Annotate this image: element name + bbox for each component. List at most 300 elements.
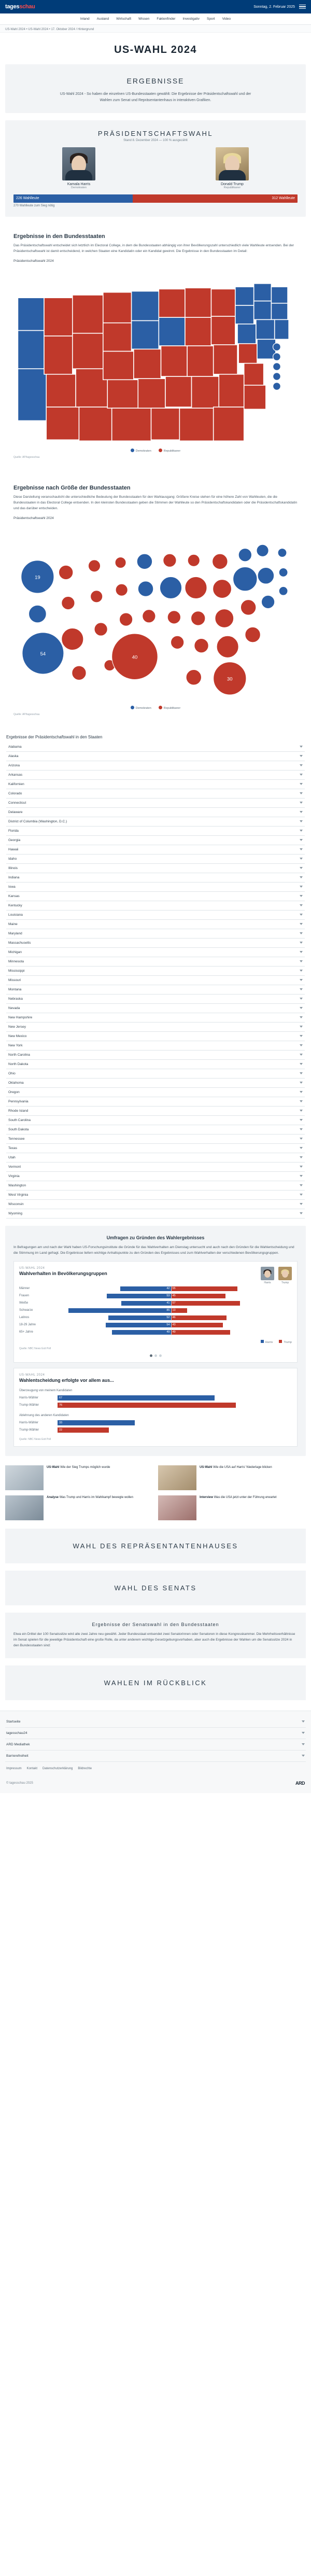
teaser-thumb-c[interactable] xyxy=(5,1495,44,1520)
state-accordion-item[interactable] xyxy=(6,808,305,817)
footer-link[interactable]: Kontakt xyxy=(26,1767,38,1770)
state-accordion-item[interactable] xyxy=(6,1172,305,1181)
chevron-down-icon[interactable] xyxy=(300,914,303,916)
chevron-down-icon[interactable] xyxy=(300,1194,303,1196)
state-accordion-label: Tennessee xyxy=(8,1137,25,1141)
candidate-harris xyxy=(13,147,144,189)
state-accordion-item[interactable] xyxy=(6,892,305,901)
state-accordion-label: Arkansas xyxy=(8,773,23,777)
chart1-trump-bar: 46 xyxy=(172,1315,227,1320)
state-accordion-label: West Virginia xyxy=(8,1193,29,1197)
chevron-down-icon[interactable] xyxy=(300,895,303,897)
state-accordion-label: Massachusetts xyxy=(8,941,31,945)
map-electoral-legend xyxy=(13,445,298,453)
copyright: © tagesschau 2025 xyxy=(6,1781,33,1785)
chart1-title: Wahlverhalten in Bevölkerungsgruppen xyxy=(19,1270,107,1276)
state-accordion-item[interactable] xyxy=(6,1097,305,1107)
state-accordion-item[interactable] xyxy=(6,1088,305,1097)
chevron-down-icon[interactable] xyxy=(300,942,303,944)
trump-party: Republikaner xyxy=(223,186,241,189)
state-accordion-item[interactable] xyxy=(6,761,305,771)
chart2-bar-row xyxy=(19,1395,292,1401)
state-accordion-label: Florida xyxy=(8,829,19,833)
hamburger-icon[interactable] xyxy=(299,5,306,9)
chart1-group-row xyxy=(19,1329,292,1335)
map-size-desc: Diese Darstellung veranschaulicht die unterschiedliche Bedeutung der Bundesstaaten für den Wahlausgang: Größere Kreise stehen für eine höhere Zahl von Wahlleuten, die die Bundesstaaten in das Electoral College entsenden. In den kleinsten Bundesstaaten geben die Stimmen der Wahlleute so den Präsidentschaftskandidaten oder die Präsidentschaftskandidatin und das darüber entscheiden. xyxy=(13,495,298,510)
chart1-harris-bar: 53 xyxy=(107,1294,171,1298)
map-electoral-title: Ergebnisse in den Bundesstaaten xyxy=(13,233,105,240)
state-accordion-item[interactable] xyxy=(6,817,305,827)
state-accordion-label: Indiana xyxy=(8,875,20,879)
nav-item-sport[interactable]: Sport xyxy=(207,17,215,21)
chart1-group-row xyxy=(19,1286,292,1292)
footer-section-label: Startseite xyxy=(6,1719,21,1724)
state-accordion-item[interactable] xyxy=(6,1200,305,1209)
chevron-down-icon[interactable] xyxy=(300,1128,303,1130)
chart2-subtitle-1: Überzeugung von meinem Kandidaten xyxy=(19,1389,73,1392)
footer-section-item[interactable] xyxy=(5,1739,306,1751)
state-accordion-item[interactable] xyxy=(6,1060,305,1069)
state-accordion-label: Ohio xyxy=(8,1071,16,1075)
teaser-text: Wie der Sieg Trumps möglich wurde xyxy=(60,1465,110,1469)
state-accordion-label: Missouri xyxy=(8,978,21,982)
chart1-group-label: 18-29 Jahre xyxy=(19,1323,36,1327)
state-accordion-label: Colorado xyxy=(8,791,22,795)
state-accordion-item[interactable] xyxy=(6,1023,305,1032)
state-accordion-item[interactable] xyxy=(6,873,305,883)
chart2-title: Wahlentscheidung erfolgte vor allem aus... xyxy=(19,1377,114,1383)
state-accordion-label: Illinois xyxy=(8,866,18,870)
chart1-harris-bar: 41 xyxy=(121,1301,171,1306)
state-accordion-label: Wisconsin xyxy=(8,1202,24,1206)
state-accordion-item[interactable] xyxy=(6,780,305,789)
state-accordion-item[interactable] xyxy=(6,948,305,957)
us-map-bubble-svg[interactable] xyxy=(13,522,298,703)
chevron-down-icon[interactable] xyxy=(300,1156,303,1158)
chevron-down-icon[interactable] xyxy=(300,1072,303,1074)
chart1-harris-bar: 49 xyxy=(112,1330,171,1335)
harris-party: Demokraten xyxy=(71,186,87,189)
state-accordion-label: Pennsylvania xyxy=(8,1099,29,1103)
chart2-bar-label: Trump-Wähler xyxy=(19,1428,39,1432)
house-section-heading: WAHL DES REPRÄSENTANTENHAUSES xyxy=(5,1529,306,1563)
chevron-down-icon[interactable] xyxy=(300,1138,303,1140)
state-accordion-label: Oregon xyxy=(8,1090,20,1094)
teaser-prefix: Analyse xyxy=(47,1495,59,1499)
chevron-down-icon[interactable] xyxy=(300,1091,303,1093)
trump-name: Donald Trump xyxy=(220,182,244,186)
state-accordion-label: South Dakota xyxy=(8,1127,29,1131)
chevron-down-icon[interactable] xyxy=(300,802,303,804)
chevron-down-icon[interactable] xyxy=(300,951,303,953)
main-nav[interactable] xyxy=(0,13,311,25)
map-size-title: Ergebnisse nach Größe der Bundesstaaten xyxy=(13,484,131,491)
teaser-item[interactable] xyxy=(158,1495,306,1520)
chart1-harris-bar: 54 xyxy=(106,1323,171,1327)
state-accordion-label: Nevada xyxy=(8,1006,20,1010)
map-electoral-label: Präsidentschaftswahl 2024 xyxy=(13,259,54,263)
us-map-svg[interactable] xyxy=(13,265,298,445)
state-accordion-item[interactable] xyxy=(6,967,305,976)
chevron-down-icon[interactable] xyxy=(302,1743,305,1745)
senate-states-text: Etwa ein Drittel der 100 Senatssitze wird alle zwei Jahre neu gewählt. Jeder Bundesstaat entsendet zwei Senatorinnen oder Senatoren in diese Kongresskammer. Die Mehrheitsverhältnisse im Senat spielen für die jeweilige Präsidentschaft eine große Rolle, da unter anderem wichtige Gesetzgebungsvorhaben, aber auch die Ergebnisse der Wahlen um die Senatssitze 2024 in den Bundesstaaten sind: xyxy=(13,1632,295,1648)
state-accordion-item[interactable] xyxy=(6,827,305,836)
map-size-legend xyxy=(13,703,298,710)
state-accordion-label: Kentucky xyxy=(8,903,22,907)
chevron-down-icon[interactable] xyxy=(300,1063,303,1065)
chart1-group-row xyxy=(19,1293,292,1299)
state-accordion-label: Iowa xyxy=(8,885,16,889)
electoral-dem: 226 Wahlleute xyxy=(13,194,133,203)
chart2-source: Quelle: NBC News Exit Poll xyxy=(19,1437,51,1441)
state-accordion-item[interactable] xyxy=(6,939,305,948)
presidential-subtitle: Stand 8. Dezember 2024 — 100 % ausgezählt xyxy=(123,138,188,142)
presidential-section xyxy=(5,120,306,217)
teaser-item[interactable] xyxy=(5,1465,153,1490)
state-accordion-label: Minnesota xyxy=(8,959,24,963)
state-accordion-label: Texas xyxy=(8,1146,17,1150)
state-accordion-item[interactable] xyxy=(6,1051,305,1060)
state-accordion-label: Montana xyxy=(8,987,22,991)
chevron-down-icon[interactable] xyxy=(300,1026,303,1028)
chart1-kicker: US-WAHL 2024 xyxy=(19,1266,45,1270)
chevron-down-icon[interactable] xyxy=(300,1100,303,1102)
results-heading: ERGEBNISSE xyxy=(126,77,185,85)
state-accordion-item[interactable] xyxy=(6,1116,305,1125)
state-accordion-label: Delaware xyxy=(8,810,23,814)
chevron-down-icon[interactable] xyxy=(300,1175,303,1177)
state-accordion-label: Utah xyxy=(8,1155,16,1159)
teaser-prefix: US-Wahl xyxy=(47,1465,60,1469)
chevron-down-icon[interactable] xyxy=(300,1212,303,1214)
state-accordion-item[interactable] xyxy=(6,743,305,752)
chevron-down-icon[interactable] xyxy=(300,988,303,990)
state-accordion-item[interactable] xyxy=(6,957,305,967)
state-accordion-label: South Carolina xyxy=(8,1118,31,1122)
svg-text:40: 40 xyxy=(132,654,138,661)
chevron-down-icon[interactable] xyxy=(300,998,303,1000)
chevron-down-icon[interactable] xyxy=(300,904,303,906)
chart2-bar-row xyxy=(19,1420,292,1425)
breadcrumb: US-Wahl 2024 • US-Wahl 2024 • 17. Oktober 2024 / Hintergrund xyxy=(0,25,311,33)
state-accordion-item[interactable] xyxy=(6,1079,305,1088)
footer-link[interactable]: Impressum xyxy=(6,1767,22,1770)
chart1-group-row xyxy=(19,1308,292,1313)
nav-item-wirtschaft[interactable]: Wirtschaft xyxy=(116,17,132,21)
chart1-trump-bar: 43 xyxy=(172,1323,223,1327)
chart1-trump-bar: 13 xyxy=(172,1308,187,1313)
chevron-down-icon[interactable] xyxy=(300,858,303,860)
state-accordion-item[interactable] xyxy=(6,911,305,920)
senate-states-title: Ergebnisse der Senatswahl in den Bundesstaaten xyxy=(92,1621,219,1627)
chart1-legend: Harris Trump xyxy=(19,1337,292,1344)
chart-bevoelkerungsgruppen xyxy=(13,1261,298,1363)
map-electoral-source: Quelle: AP/tagesschau xyxy=(13,455,40,459)
state-accordion-item[interactable] xyxy=(6,1144,305,1153)
chart2-bar-row xyxy=(19,1427,292,1433)
state-accordion-item[interactable] xyxy=(6,920,305,929)
state-accordion-item[interactable] xyxy=(6,789,305,799)
chart2-bar-row xyxy=(19,1403,292,1408)
chart1-group-label: Schwarze xyxy=(19,1309,33,1312)
footer-section-item[interactable] xyxy=(5,1728,306,1739)
page-title: US-WAHL 2024 xyxy=(114,44,197,55)
chevron-down-icon[interactable] xyxy=(300,932,303,934)
teaser-item[interactable] xyxy=(5,1495,153,1520)
state-accordion-label: New Hampshire xyxy=(8,1015,33,1019)
state-accordion-label: Kalifornien xyxy=(8,782,24,786)
tagline: Sonntag, 2. Februar 2025 xyxy=(253,5,295,9)
state-accordion-label: Georgia xyxy=(8,838,21,842)
state-accordion-item[interactable] xyxy=(6,855,305,864)
us-map-electoral[interactable] xyxy=(13,265,298,445)
chevron-down-icon[interactable] xyxy=(300,764,303,766)
state-accordion-label: New Mexico xyxy=(8,1034,27,1038)
state-accordion-item[interactable] xyxy=(6,901,305,911)
teaser-thumb-d[interactable] xyxy=(158,1495,196,1520)
state-accordion-item[interactable] xyxy=(6,1181,305,1191)
state-accordion-label: New York xyxy=(8,1043,23,1047)
state-accordion-item[interactable] xyxy=(6,995,305,1004)
results-section xyxy=(5,64,306,113)
state-accordion-label: New Jersey xyxy=(8,1025,26,1029)
state-accordion-label: District of Columbia (Washington, D.C.) xyxy=(8,819,67,823)
harris-name: Kamala Harris xyxy=(67,182,91,186)
state-accordion-label: Kansas xyxy=(8,894,20,898)
state-accordion-label: North Dakota xyxy=(8,1062,29,1066)
brand[interactable] xyxy=(5,4,35,10)
electoral-note: 270 Wahlleute zum Sieg nötig xyxy=(13,204,55,207)
brand-right: schau xyxy=(19,4,35,10)
teaser-prefix: Interview xyxy=(200,1495,214,1499)
state-accordion-label: Idaho xyxy=(8,857,17,861)
chevron-down-icon[interactable] xyxy=(300,848,303,850)
chevron-down-icon[interactable] xyxy=(300,886,303,888)
chevron-down-icon[interactable] xyxy=(300,867,303,869)
chart1-group-label: Männer xyxy=(19,1287,30,1291)
chevron-down-icon[interactable] xyxy=(300,1035,303,1037)
state-accordion-label: Vermont xyxy=(8,1165,21,1169)
nav-item-ausland[interactable]: Ausland xyxy=(96,17,109,21)
teaser-grid xyxy=(0,1463,311,1529)
chevron-down-icon[interactable] xyxy=(300,1054,303,1056)
chart2-bar-label: Harris-Wähler xyxy=(19,1421,39,1424)
chevron-down-icon[interactable] xyxy=(302,1732,305,1734)
nav-item-video[interactable]: Video xyxy=(222,17,231,21)
chevron-down-icon[interactable] xyxy=(302,1720,305,1723)
state-accordion-item[interactable] xyxy=(6,1013,305,1023)
state-accordion-label: Maryland xyxy=(8,931,22,935)
chevron-down-icon[interactable] xyxy=(302,1755,305,1757)
chart2-kicker: US-WAHL 2024 xyxy=(19,1373,45,1377)
state-accordion-item[interactable] xyxy=(6,836,305,845)
state-accordion-label: Wyoming xyxy=(8,1211,23,1215)
map-size-section xyxy=(5,475,306,725)
chevron-down-icon[interactable] xyxy=(300,783,303,785)
footer xyxy=(0,1711,311,1793)
legend-rep: Republikaner xyxy=(159,449,180,453)
state-accordion-item[interactable] xyxy=(6,1125,305,1135)
state-accordion-item[interactable] xyxy=(6,1069,305,1079)
harris-photo xyxy=(62,147,95,180)
states-accordion-title: Ergebnisse der Präsidentschaftswahl in den Staaten xyxy=(6,734,103,739)
state-accordion-item[interactable] xyxy=(6,1107,305,1116)
svg-text:30: 30 xyxy=(227,676,233,682)
chevron-down-icon[interactable] xyxy=(300,979,303,981)
chart1-group-label: Frauen xyxy=(19,1294,30,1298)
chart1-harris-bar: 85 xyxy=(68,1308,171,1313)
state-accordion-label: Alaska xyxy=(8,754,19,758)
presidential-heading: PRÄSIDENTSCHAFTSWAHL xyxy=(97,129,214,137)
topbar xyxy=(0,0,311,13)
carousel-dots[interactable] xyxy=(19,1350,292,1357)
state-accordion-label: Michigan xyxy=(8,950,22,954)
state-accordion-item[interactable] xyxy=(6,929,305,939)
brand-left: tages xyxy=(5,4,20,10)
legend-dem: Demokraten xyxy=(131,449,151,453)
states-accordion xyxy=(0,733,311,1226)
candidate-trump xyxy=(167,147,298,189)
footer-link[interactable]: Bildrechte xyxy=(78,1767,92,1770)
senate-states-section xyxy=(5,1613,306,1658)
chevron-down-icon[interactable] xyxy=(300,839,303,841)
state-accordion-label: Washington xyxy=(8,1183,26,1187)
chart2-bar: 76 xyxy=(58,1403,236,1408)
chevron-down-icon[interactable] xyxy=(300,1044,303,1046)
chevron-down-icon[interactable] xyxy=(300,774,303,776)
chart2-bar-label: Harris-Wähler xyxy=(19,1396,39,1399)
state-accordion-label: Rhode Island xyxy=(8,1109,29,1113)
state-accordion-label: Hawaii xyxy=(8,847,19,851)
chevron-down-icon[interactable] xyxy=(300,792,303,794)
chevron-down-icon[interactable] xyxy=(300,1110,303,1112)
state-accordion-item[interactable] xyxy=(6,771,305,780)
chart2-subtitle-2: Ablehnung des anderen Kandidaten xyxy=(19,1413,69,1417)
state-accordion-item[interactable] xyxy=(6,1163,305,1172)
chevron-down-icon[interactable] xyxy=(300,1082,303,1084)
svg-text:54: 54 xyxy=(40,651,46,657)
footer-section-label: tagesschau24 xyxy=(6,1731,27,1735)
footer-section-item[interactable] xyxy=(5,1716,306,1728)
svg-text:19: 19 xyxy=(35,575,40,581)
map-electoral-section xyxy=(5,224,306,468)
ard-logo: ARD xyxy=(295,1780,305,1786)
nav-item-wissen[interactable]: Wissen xyxy=(138,17,150,21)
chart1-group-row xyxy=(19,1300,292,1306)
state-accordion-item[interactable] xyxy=(6,864,305,873)
trump-photo xyxy=(216,147,249,180)
chart1-trump-bar: 57 xyxy=(172,1301,241,1306)
state-accordion-label: Nebraska xyxy=(8,997,23,1001)
state-accordion-item[interactable] xyxy=(6,1135,305,1144)
nav-item-inland[interactable]: Inland xyxy=(80,17,90,21)
chart2-bar: 33 xyxy=(58,1420,135,1425)
chart2-bar: 67 xyxy=(58,1395,215,1401)
state-accordion-label: Virginia xyxy=(8,1174,20,1178)
chevron-down-icon[interactable] xyxy=(300,1166,303,1168)
chart1-group-row xyxy=(19,1315,292,1321)
chart1-harris-avatar: Harris xyxy=(261,1267,274,1284)
map-electoral-desc: Das Präsidentschaftswahl entscheidet sich letztlich im Electoral College, in dem die Bundesstaaten abhängig von ihrer Bevölkerungszahl unterschiedlich viele Wahlleute entsenden. Bei der Präsidentschaftswahl ist damit entscheidend, in welchen Staaten eine Kandidatin oder ein Kandidat gewinnt. Die Ergebnisse in den Bundesstaaten im Detail: xyxy=(13,243,294,253)
us-map-bubble[interactable] xyxy=(13,522,298,703)
electoral-bar xyxy=(13,194,298,203)
state-accordion-item[interactable] xyxy=(6,1209,305,1219)
state-accordion-label: Louisiana xyxy=(8,913,23,917)
map-size-source: Quelle: AP/tagesschau xyxy=(13,712,40,716)
surveys-text: In Befragungen am und nach der Wahl haben US-Forschungsinstitute die Gründe für das Wahlverhalten am Dienstag untersucht und auch nach den Gründen für die Wahlentscheidung und die Stimmung im Land gefragt. Die Ergebnisse liefern wichtige Anhaltspunkte zu den Gründen des Ergebnisses und zum Wahlverhalten der verschiedenen Bevölkerungsgruppen. xyxy=(13,1245,294,1255)
teaser-text: Was die USA jetzt unter der Führung erwartet xyxy=(214,1495,277,1499)
chevron-down-icon[interactable] xyxy=(300,923,303,925)
state-accordion-item[interactable] xyxy=(6,976,305,985)
chart1-trump-avatar: Trump xyxy=(278,1267,292,1284)
chevron-down-icon[interactable] xyxy=(300,1016,303,1018)
chevron-down-icon[interactable] xyxy=(300,820,303,822)
chart2-bar-label: Trump-Wähler xyxy=(19,1403,39,1407)
chart1-harris-bar: 52 xyxy=(108,1315,171,1320)
chevron-down-icon[interactable] xyxy=(300,811,303,813)
results-text: US-Wahl 2024 - So haben die einzelnen US-Bundesstaaten gewählt: Die Ergebnisse der Präsidentschaftswahl und der Wahlen zum Senat und Repräsentantenhaus in interaktiven Grafiken. xyxy=(60,92,251,102)
nav-item-faktenfinder[interactable]: Faktenfinder xyxy=(157,17,176,21)
state-accordion-item[interactable] xyxy=(6,1032,305,1041)
chevron-down-icon[interactable] xyxy=(300,1119,303,1121)
state-accordion-label: Connecticut xyxy=(8,801,26,805)
nav-item-investigativ[interactable]: Investigativ xyxy=(182,17,200,21)
state-accordion-item[interactable] xyxy=(6,883,305,892)
map-size-label: Präsidentschaftswahl 2024 xyxy=(13,516,54,520)
chevron-down-icon[interactable] xyxy=(300,1203,303,1205)
chart1-group-label: Latinos xyxy=(19,1316,30,1320)
state-accordion-item[interactable] xyxy=(6,1004,305,1013)
chart-wahlentscheidung xyxy=(13,1368,298,1447)
state-accordion-item[interactable] xyxy=(6,845,305,855)
legend-rep-2: Republikaner xyxy=(159,706,180,710)
chevron-down-icon[interactable] xyxy=(300,1147,303,1149)
chart1-trump-bar: 45 xyxy=(172,1294,226,1298)
chart1-trump-bar: 55 xyxy=(172,1286,238,1291)
teaser-text: Was Trump und Harris im Wahlkampf bewegte wollen xyxy=(59,1495,133,1499)
teaser-thumb-b[interactable] xyxy=(158,1465,196,1490)
state-accordion-item[interactable] xyxy=(6,799,305,808)
chevron-down-icon[interactable] xyxy=(300,1184,303,1186)
teaser-prefix: US-Wahl xyxy=(200,1465,213,1469)
chevron-down-icon[interactable] xyxy=(300,830,303,832)
chevron-down-icon[interactable] xyxy=(300,960,303,962)
chevron-down-icon[interactable] xyxy=(300,746,303,748)
state-accordion-item[interactable] xyxy=(6,752,305,761)
teaser-thumb-a[interactable] xyxy=(5,1465,44,1490)
chart1-trump-bar: 49 xyxy=(172,1330,231,1335)
footer-section-item[interactable] xyxy=(5,1751,306,1762)
chevron-down-icon[interactable] xyxy=(300,755,303,757)
chevron-down-icon[interactable] xyxy=(300,970,303,972)
surveys-section xyxy=(5,1226,306,1456)
state-accordion-item[interactable] xyxy=(6,1191,305,1200)
state-accordion-item[interactable] xyxy=(6,985,305,995)
state-accordion-item[interactable] xyxy=(6,1041,305,1051)
chart1-group-label: Weiße xyxy=(19,1301,29,1305)
legend-dem-2: Demokraten xyxy=(131,706,151,710)
state-accordion-label: Oklahoma xyxy=(8,1081,24,1085)
footer-section-label: ARD Mediathek xyxy=(6,1742,30,1746)
surveys-heading: Umfragen zu Gründen des Wahlergebnisses xyxy=(106,1235,205,1240)
teaser-text: Wie die USA auf Harris' Niederlage blicken xyxy=(213,1465,272,1469)
state-accordion-item[interactable] xyxy=(6,1153,305,1163)
teaser-item[interactable] xyxy=(158,1465,306,1490)
footer-section-label: Barrierefreiheit xyxy=(6,1754,29,1758)
chevron-down-icon[interactable] xyxy=(300,876,303,878)
footer-link[interactable]: Datenschutzerklärung xyxy=(43,1767,73,1770)
chevron-down-icon[interactable] xyxy=(300,1007,303,1009)
